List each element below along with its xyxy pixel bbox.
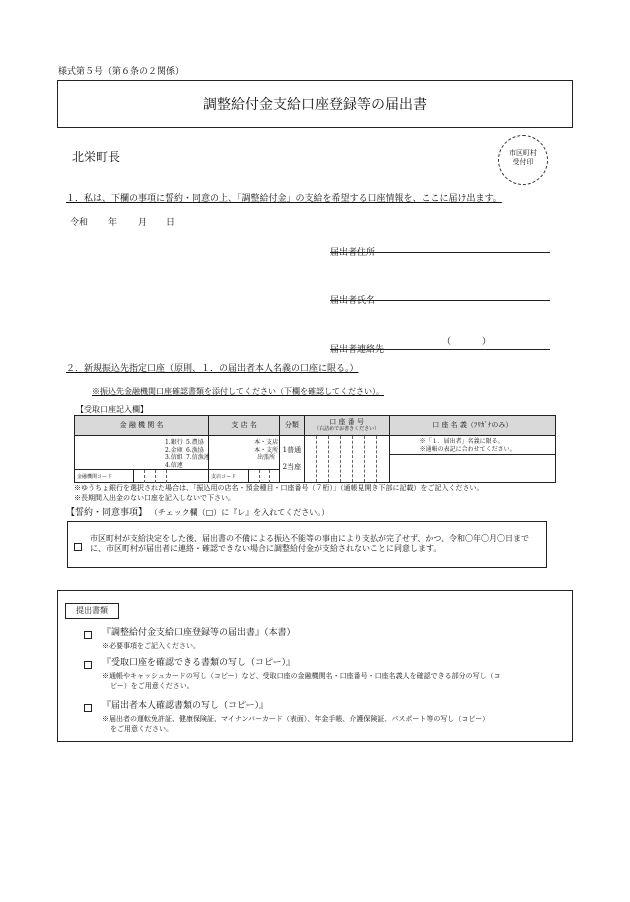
contact-paren-open: （ (442, 337, 452, 347)
contact-label: 届出者連絡先 (330, 345, 385, 355)
number-digit[interactable] (352, 436, 364, 482)
stamp-line2: 受付印 (512, 157, 534, 166)
note-dormant: ※長期間入出金のない口座を記入しないで下さい。 (74, 494, 235, 502)
type-current[interactable]: 2当座 (282, 463, 302, 471)
date-era: 令和 (70, 218, 89, 228)
branch-code-box[interactable] (269, 470, 280, 483)
number-boxes (305, 436, 389, 482)
account-heading: 【受取口座記入欄】 (76, 405, 148, 414)
number-digit[interactable] (364, 436, 376, 482)
pledge-heading-row (66, 508, 329, 520)
number-digit[interactable] (328, 436, 340, 482)
section2-heading: ２．新規振込先指定口座（原則、１．の届出者本人名義の口座に限る。） (66, 364, 359, 374)
branch-type-3: 出張所 (257, 454, 276, 461)
branch-types (253, 439, 279, 462)
branch-cell[interactable] (209, 436, 280, 483)
holder-note1: ※「１．届出者」名義に限る。 (419, 438, 504, 445)
bank-code-box[interactable] (133, 470, 144, 483)
branch-type-1: 本・支店 (254, 439, 279, 446)
holder-cell[interactable] (389, 436, 555, 483)
col-holder: 口 座 名 義（ﾌﾘｶﾞﾅのみ） (389, 416, 555, 436)
title-box (57, 80, 573, 128)
number-digit[interactable] (376, 436, 389, 482)
bank-types-left (165, 439, 185, 469)
col-number-sub: （右詰めでお書きください） (314, 426, 380, 433)
doc3-checkbox[interactable] (84, 704, 92, 712)
bank-types-right (186, 439, 210, 462)
number-digit[interactable] (316, 436, 328, 482)
date-month: 月 (138, 218, 148, 228)
doc3-title: 『届出者本人確認書類の写し（コピー）』 (102, 701, 269, 711)
pledge-checkbox[interactable] (74, 543, 82, 551)
holder-note2: ※通帳の表記に合わせてください。 (419, 445, 516, 453)
recipient: 北栄町長 (72, 150, 121, 164)
col-number-header (304, 416, 389, 436)
date-day: 日 (166, 218, 176, 228)
contact-field[interactable] (330, 337, 550, 355)
doc2-note2: ピー）をご用意ください。 (110, 682, 194, 690)
branch-code-row (209, 469, 280, 483)
col-bank: 金 融 機 関 名 (75, 416, 209, 436)
bank-code-label: 金融機関コード (77, 474, 113, 480)
bank-code-row (75, 469, 211, 483)
bank-type-6: 6.漁協 (186, 446, 204, 454)
section2-note: ※振込先金融機関口座確認書類を添付してください（下欄を確認してください）。 (92, 387, 384, 396)
page-title: 調整給付金支給口座登録等の届出書 (203, 97, 427, 113)
documents-box (57, 590, 573, 742)
branch-type-2: 本・支所 (254, 446, 279, 454)
branch-code-label: 支店コード (211, 474, 237, 480)
type-cell[interactable] (280, 436, 304, 483)
bank-type-7: 7.信漁連 (186, 454, 210, 461)
doc3-note2: をご用意ください。 (110, 725, 173, 733)
reception-stamp (498, 135, 548, 185)
pledge-heading: 【誓約・同意事項】 (66, 508, 148, 518)
bank-cell[interactable] (75, 436, 209, 483)
form-number: 様式第５号（第６条の２関係） (58, 67, 185, 77)
bank-type-1: 1.銀行 (165, 439, 183, 446)
doc2-title: 『受取口座を確認できる書類の写し（コピー）』 (102, 658, 296, 668)
bank-type-3: 3.信組 (165, 454, 183, 461)
name-field[interactable] (330, 288, 550, 306)
type-ordinary[interactable]: 1普通 (282, 446, 302, 455)
note-yucho: ※ゆうちょ銀行を選択された場合は、「振込用の店名・預金種目・口座番号（７桁）」（通帳見開き下部に記載）をご記入ください。 (74, 484, 484, 492)
bank-code-box[interactable] (144, 470, 155, 483)
branch-code-box[interactable] (259, 470, 270, 483)
number-digit[interactable] (340, 436, 352, 482)
number-cell[interactable] (304, 436, 389, 483)
stamp-line1: 市区町村 (509, 149, 537, 157)
pledge-box (67, 521, 547, 568)
bank-type-2: 2.金庫 (165, 446, 183, 454)
account-table (74, 415, 556, 483)
pledge-heading-note: （チェック欄（□）に『レ』を入れてください。） (149, 508, 330, 517)
address-field[interactable] (330, 240, 550, 258)
branch-code-box[interactable] (248, 470, 259, 483)
doc1-note: ※必要事項をご記入ください。 (102, 642, 200, 650)
bank-type-4: 4.信連 (165, 461, 183, 469)
section1-statement: １．私は、下欄の事項に誓約・同意の上、「調整給付金」の支給を希望する口座情報を、ここに届け出ます。 (66, 194, 502, 204)
col-number: 口 座 番 号 (329, 418, 364, 427)
col-branch: 支 店 名 (209, 416, 280, 436)
doc2-note: ※通帳やキャッシュカードの写し（コピー）など、受取口座の金融機関名・口座番号・口座名義人を確認できる部分の写し（コ (102, 672, 501, 680)
date-year: 年 (108, 218, 118, 228)
name-label: 届出者氏名 (330, 296, 376, 306)
doc1-title: 『調整給付金支給口座登録等の届出書』（本書） (102, 628, 296, 638)
bank-code-box[interactable] (166, 470, 177, 483)
contact-paren-close: ） (482, 337, 492, 347)
pledge-text: 市区町村が支給決定をした後、届出書の不備による振込不能等の事由により支払が完了せず、かつ、令和〇年〇月〇日までに、市区町村が届出者に連絡・確認できない場合に調整給付金が支給されないことに同意します。 (90, 534, 530, 554)
holder-notes (390, 436, 555, 455)
bank-code-box[interactable] (155, 470, 166, 483)
documents-label: 提出書類 (65, 603, 119, 619)
address-label: 届出者住所 (330, 248, 376, 258)
number-digit[interactable] (305, 436, 316, 482)
doc1-checkbox[interactable] (84, 631, 92, 639)
doc3-note: ※届出者の運転免許証、健康保険証、マイナンバーカード（表面）、年金手帳、介護保険証、パスポート等の写し（コピー） (102, 715, 490, 723)
doc2-checkbox[interactable] (84, 661, 92, 669)
col-type: 分類 (280, 416, 304, 436)
bank-type-5: 5.農協 (186, 439, 204, 446)
